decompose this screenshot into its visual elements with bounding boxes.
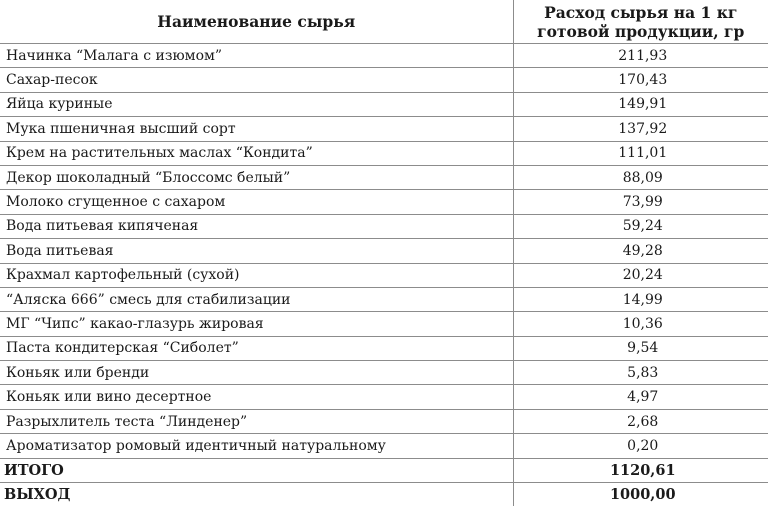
table-row xyxy=(0,336,768,360)
table-body xyxy=(0,44,768,506)
output-value: 1000,00 xyxy=(513,483,768,506)
ingredient-amount: 5,83 xyxy=(513,361,768,385)
ingredient-amount: 20,24 xyxy=(513,263,768,287)
column-header-value-line2: готовой продукции, гр xyxy=(537,21,745,41)
ingredient-name: Вода питьевая xyxy=(0,239,513,263)
ingredient-name: Паста кондитерская “Сиболет” xyxy=(0,336,513,360)
ingredient-name: Крем на растительных маслах “Кондита” xyxy=(0,141,513,165)
ingredient-amount: 73,99 xyxy=(513,190,768,214)
ingredient-amount: 4,97 xyxy=(513,385,768,409)
ingredient-amount: 9,54 xyxy=(513,336,768,360)
total-row xyxy=(0,458,768,482)
ingredient-amount: 0,20 xyxy=(513,434,768,458)
table-header-row xyxy=(0,0,768,44)
ingredient-amount: 59,24 xyxy=(513,214,768,238)
ingredient-name: Разрыхлитель теста “Линденер” xyxy=(0,409,513,433)
ingredient-amount: 10,36 xyxy=(513,312,768,336)
table-row xyxy=(0,214,768,238)
ingredient-name: “Аляска 666” смесь для стабилизации xyxy=(0,287,513,311)
column-header-value-line1: Расход сырья на 1 кг xyxy=(544,2,738,22)
ingredient-name: Сахар-песок xyxy=(0,68,513,92)
table-row xyxy=(0,190,768,214)
table-row xyxy=(0,312,768,336)
table-row xyxy=(0,434,768,458)
column-header-value xyxy=(513,0,768,44)
column-header-name: Наименование сырья xyxy=(0,0,513,44)
ingredient-amount: 111,01 xyxy=(513,141,768,165)
ingredient-name: Вода питьевая кипяченая xyxy=(0,214,513,238)
table-row xyxy=(0,239,768,263)
ingredient-name: Яйца куриные xyxy=(0,92,513,116)
ingredient-name: МГ “Чипс” какао-глазурь жировая xyxy=(0,312,513,336)
table-row xyxy=(0,141,768,165)
total-value: 1120,61 xyxy=(513,458,768,482)
ingredient-name: Декор шоколадный “Блоссомс белый” xyxy=(0,165,513,189)
ingredient-amount: 170,43 xyxy=(513,68,768,92)
ingredient-name: Ароматизатор ромовый идентичный натуральному xyxy=(0,434,513,458)
ingredient-amount: 14,99 xyxy=(513,287,768,311)
table-row xyxy=(0,117,768,141)
table-row xyxy=(0,165,768,189)
table-row xyxy=(0,287,768,311)
table-row xyxy=(0,361,768,385)
ingredient-name: Коньяк или бренди xyxy=(0,361,513,385)
table-row xyxy=(0,263,768,287)
total-label: ИТОГО xyxy=(0,458,513,482)
ingredient-name: Начинка “Малага с изюмом” xyxy=(0,44,513,68)
table-row xyxy=(0,409,768,433)
ingredient-amount: 211,93 xyxy=(513,44,768,68)
ingredient-name: Молоко сгущенное с сахаром xyxy=(0,190,513,214)
ingredient-amount: 137,92 xyxy=(513,117,768,141)
table-row xyxy=(0,385,768,409)
ingredient-name: Коньяк или вино десертное xyxy=(0,385,513,409)
ingredient-amount: 49,28 xyxy=(513,239,768,263)
ingredient-amount: 2,68 xyxy=(513,409,768,433)
table-row xyxy=(0,44,768,68)
ingredient-amount: 149,91 xyxy=(513,92,768,116)
ingredient-name: Крахмал картофельный (сухой) xyxy=(0,263,513,287)
output-label: ВЫХОД xyxy=(0,483,513,506)
table-row xyxy=(0,92,768,116)
ingredient-amount: 88,09 xyxy=(513,165,768,189)
ingredient-name: Мука пшеничная высший сорт xyxy=(0,117,513,141)
table-row xyxy=(0,68,768,92)
output-row xyxy=(0,483,768,506)
